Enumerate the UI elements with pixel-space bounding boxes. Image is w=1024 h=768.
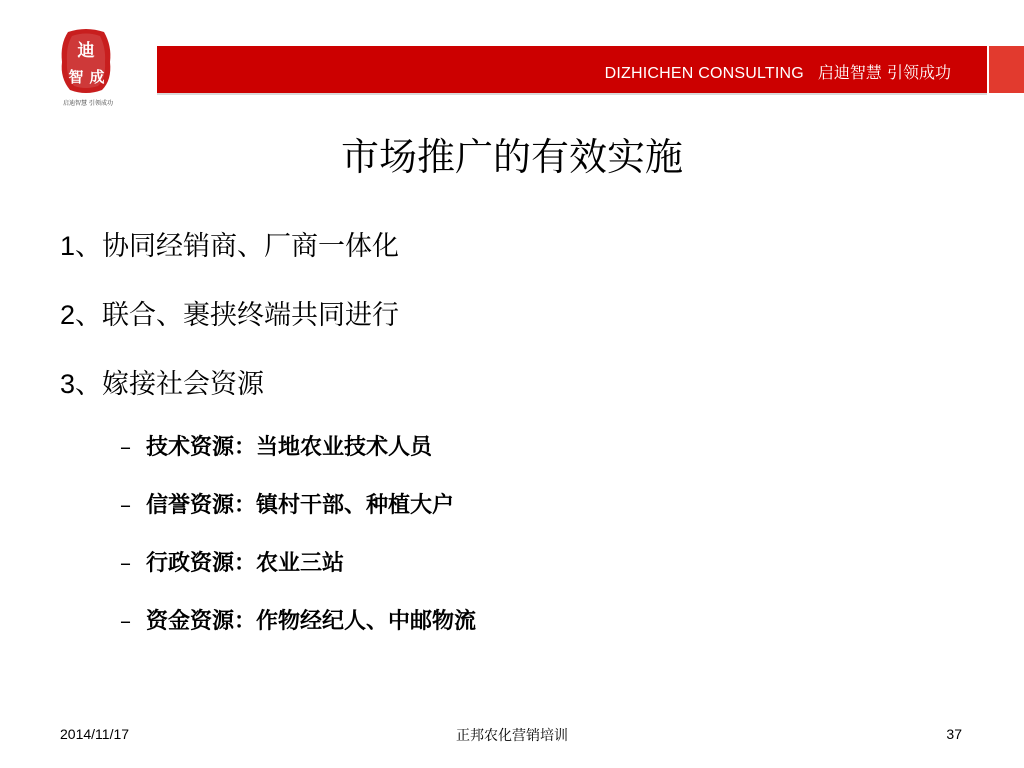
svg-text:成: 成 [89, 68, 105, 86]
sub-item-text: 技术资源：当地农业技术人员 [146, 434, 433, 460]
header-company-name: DIZHICHEN CONSULTING [604, 65, 804, 82]
header-bar [157, 46, 987, 95]
point-number: 1 [60, 231, 76, 261]
point-text: 、嫁接社会资源 [75, 369, 265, 400]
point-text: 、联合、裹挟终端共同进行 [75, 300, 400, 331]
sub-item-text: 行政资源：农业三站 [146, 550, 345, 576]
footer-title: 正邦农化营销培训 [456, 728, 568, 744]
company-logo [52, 22, 124, 114]
point-item [60, 291, 399, 339]
footer-date: 2014/11/17 [60, 726, 130, 742]
logo-seal-icon [58, 26, 114, 96]
header-text [605, 60, 951, 83]
slide-title: 市场推广的有效实施 [340, 135, 683, 179]
sub-item [120, 487, 476, 523]
sub-item-text: 资金资源：作物经纪人、中邮物流 [146, 608, 477, 634]
dash-bullet: – [120, 609, 131, 634]
dash-bullet: – [120, 551, 131, 576]
sub-item [120, 545, 476, 581]
sub-item-text: 信誉资源：镇村干部、种植大户 [146, 492, 455, 518]
point-item [60, 222, 399, 270]
svg-text:迪: 迪 [77, 41, 95, 61]
sub-item [120, 603, 476, 639]
numbered-points [60, 222, 399, 429]
header-accent-block [989, 46, 1024, 93]
point-item [60, 360, 399, 408]
sub-items [120, 429, 476, 661]
point-number: 3 [60, 369, 76, 399]
logo-tagline: 启迪智慧 引领成功 [63, 100, 113, 107]
point-text: 、协同经销商、厂商一体化 [75, 231, 400, 262]
svg-text:智: 智 [68, 68, 84, 86]
dash-bullet: – [120, 435, 131, 460]
point-number: 2 [60, 300, 76, 330]
sub-item [120, 429, 476, 465]
header-slogan: 启迪智慧 引领成功 [817, 63, 951, 82]
dash-bullet: – [120, 493, 131, 518]
page-number: 37 [946, 726, 962, 742]
